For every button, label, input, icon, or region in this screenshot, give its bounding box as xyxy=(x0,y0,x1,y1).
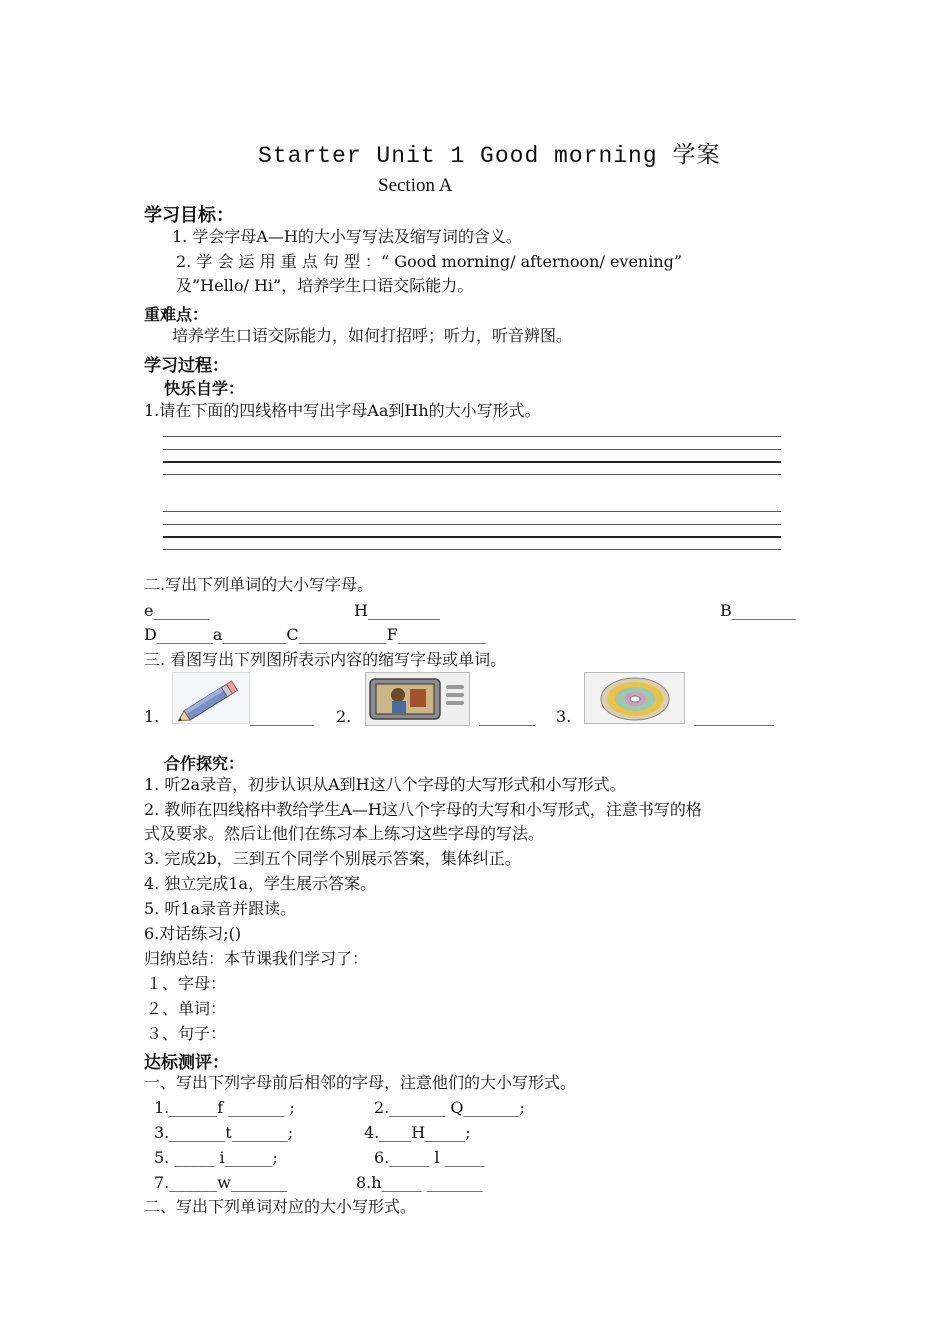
difficulty-heading: 重难点： xyxy=(144,305,209,324)
q2-blank-h[interactable]: H_________ xyxy=(354,601,440,620)
cooperation-item: 5. 听1a录音并跟读。 xyxy=(144,899,297,918)
summary-item-words: ２、单词： xyxy=(146,999,227,1018)
summary-item-letters: １、字母： xyxy=(146,974,227,993)
grid-line xyxy=(163,449,781,450)
self-study-heading: 快乐自学： xyxy=(164,379,245,398)
cd-icon xyxy=(584,672,685,724)
q2-blank-b[interactable]: B________ xyxy=(720,601,796,620)
page-title: Starter Unit 1 Good morning 学案 xyxy=(258,143,721,169)
test-blank-7[interactable]: 7.______w_______ xyxy=(154,1173,287,1192)
tv-icon xyxy=(365,672,470,726)
question-1: 1.请在下面的四线格中写出字母Aa到Hh的大小写形式。 xyxy=(144,401,541,420)
test-blank-6[interactable]: 6._____ l _____ xyxy=(374,1148,485,1167)
grid-line xyxy=(163,524,781,525)
pencil-icon xyxy=(172,672,250,724)
q2-blank-e[interactable]: e_______ xyxy=(144,601,210,620)
grid-line xyxy=(163,536,781,538)
q3-item-2-blank[interactable]: _______ xyxy=(479,707,535,726)
process-heading: 学习过程： xyxy=(144,356,229,376)
goals-heading: 学习目标： xyxy=(144,205,234,226)
test-blank-3[interactable]: 3._______t_______; xyxy=(154,1123,294,1142)
grid-line xyxy=(163,461,781,463)
question-3: 三. 看图写出下列图所表示内容的缩写字母或单词。 xyxy=(144,650,507,669)
test-blank-2[interactable]: 2._______ Q_______; xyxy=(374,1098,525,1117)
test-heading: 达标测评： xyxy=(144,1053,229,1073)
goal-item-2-line2: 及”Hello/ Hi”，培养学生口语交际能力。 xyxy=(176,276,474,295)
cooperation-item: 1. 听2a录音，初步认识从A到H这八个字母的大写形式和小写形式。 xyxy=(144,775,626,794)
cooperation-item: 3. 完成2b，三到五个同学个别展示答案，集体纠正。 xyxy=(144,849,521,868)
summary-item-sentences: ３、句子： xyxy=(146,1024,227,1043)
grid-line xyxy=(163,436,781,437)
cooperation-heading: 合作探究： xyxy=(164,754,245,773)
test-question-1: 一、写出下列字母前后相邻的字母，注意他们的大小写形式。 xyxy=(144,1073,577,1092)
test-question-2: 二、写出下列单词对应的大小写形式。 xyxy=(144,1197,417,1216)
q2-blank-row2[interactable]: D_______a________C___________F___________ xyxy=(144,625,486,644)
q3-item-3-number: 3. xyxy=(556,707,572,726)
cooperation-item: 4. 独立完成1a，学生展示答案。 xyxy=(144,874,377,893)
grid-line xyxy=(163,549,781,550)
test-blank-8[interactable]: 8.h_____ _______ xyxy=(356,1173,483,1192)
q3-item-1-blank[interactable]: ________ xyxy=(250,707,314,726)
grid-line xyxy=(163,474,781,475)
summary-heading: 归纳总结：本节课我们学习了： xyxy=(144,949,369,968)
test-blank-4[interactable]: 4.____H_____; xyxy=(364,1123,471,1142)
goal-item-2-line1: 2. 学 会 运 用 重 点 句 型 ：“ Good morning/ afternoon/ evening” xyxy=(176,252,683,271)
section-label: Section A xyxy=(378,175,453,196)
question-2: 二.写出下列单词的大小写字母。 xyxy=(144,575,374,594)
cooperation-item: 2. 教师在四线格中教给学生A—H这八个字母的大写和小写形式，注意书写的格 xyxy=(144,800,702,819)
q3-item-1-number: 1. xyxy=(144,707,160,726)
difficulty-text: 培养学生口语交际能力，如何打招呼；听力，听音辨图。 xyxy=(172,326,573,345)
goal-item-1: 1. 学会字母A—H的大小写写法及缩写词的含义。 xyxy=(172,227,522,246)
q3-item-2-number: 2. xyxy=(336,707,352,726)
grid-line xyxy=(163,511,781,512)
cooperation-item: 式及要求。然后让他们在练习本上练习这些字母的写法。 xyxy=(144,824,545,843)
q3-item-3-blank[interactable]: __________ xyxy=(694,707,774,726)
test-blank-5[interactable]: 5. _____ i______; xyxy=(154,1148,278,1167)
test-blank-1[interactable]: 1.______f _______ ; xyxy=(154,1098,295,1117)
cooperation-item: 6.对话练习;() xyxy=(144,924,242,943)
